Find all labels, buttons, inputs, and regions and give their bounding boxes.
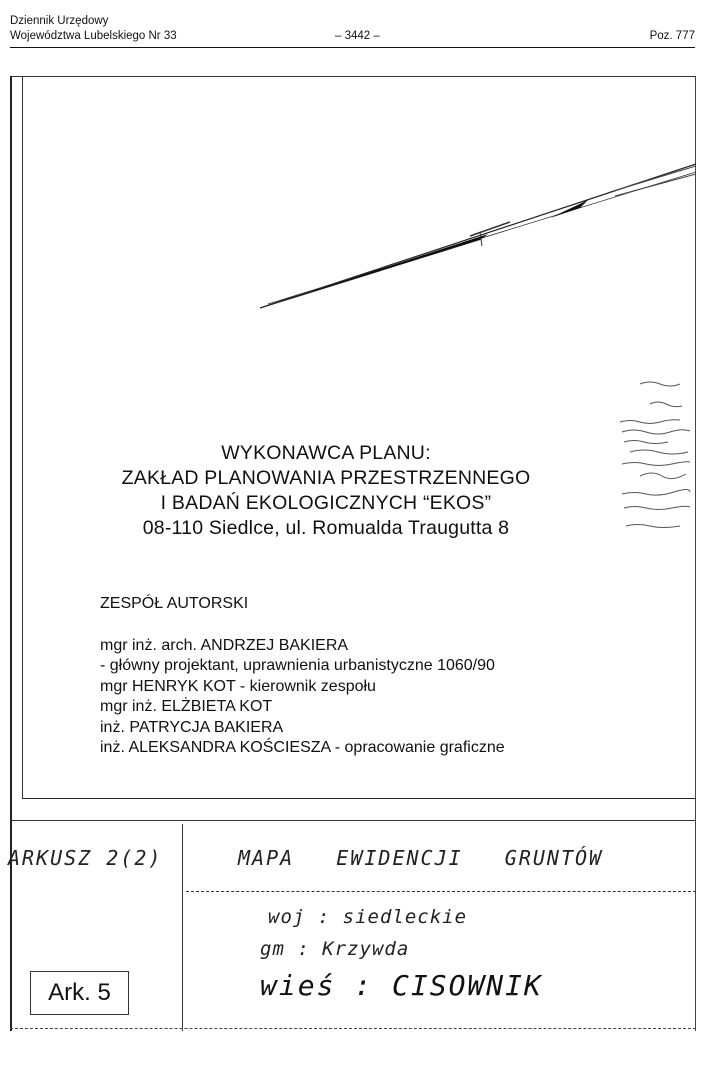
page-header — [10, 14, 695, 48]
journal-title-line1: Dziennik Urzędowy — [10, 15, 109, 27]
north-arrow-icon — [10, 76, 696, 376]
map-title: MAPA EWIDENCJI GRUNTÓW — [238, 846, 604, 870]
author-line: mgr inż. arch. ANDRZEJ BAKIERA — [100, 636, 349, 654]
sheet-number: ARKUSZ 2(2) — [8, 846, 163, 870]
sheet-label-box: Ark. 5 — [30, 971, 129, 1015]
commune-label: gm : Krzywda — [260, 938, 410, 960]
title-block-divider — [182, 824, 183, 1031]
inner-frame-bottom-border — [22, 798, 696, 799]
authors-heading: ZESPÓŁ AUTORSKI — [100, 595, 249, 612]
position-number: Poz. 777 — [649, 30, 695, 42]
journal-title — [10, 14, 177, 44]
author-line: inż. ALEKSANDRA KOŚCIESZA - opracowanie graficzne — [100, 739, 505, 756]
contractor-address: 08-110 Siedlce, ul. Romualda Traugutta 8 — [142, 517, 510, 539]
author-line: inż. PATRYCJA BAKIERA — [100, 718, 284, 736]
title-block-top-rule — [10, 820, 696, 821]
village-label: wieś : CISOWNIK — [260, 969, 543, 1002]
author-line: mgr HENRYK KOT - kierownik zespołu — [100, 677, 376, 695]
page-number: – 3442 – — [335, 30, 380, 42]
contractor-name-line1: ZAKŁAD PLANOWANIA PRZESTRZENNEGO — [121, 467, 531, 489]
journal-title-line2: Województwa Lubelskiego Nr 33 — [10, 30, 177, 42]
contractor-name-line2: I BADAŃ EKOLOGICZNYCH “EKOS” — [160, 492, 492, 514]
title-block-bottom-rule — [10, 1028, 696, 1029]
author-line: - główny projektant, uprawnienia urbanistyczne 1060/90 — [100, 657, 495, 674]
scanned-map-sheet — [10, 76, 696, 1031]
title-block-middle-rule — [186, 891, 696, 892]
contractor-block — [100, 441, 552, 541]
contractor-heading: WYKONAWCA PLANU: — [221, 442, 431, 464]
handwritten-annotation-scribble — [610, 376, 696, 551]
author-line: mgr inż. ELŻBIETA KOT — [100, 698, 273, 715]
header-rule — [10, 47, 695, 48]
authors-block — [100, 594, 505, 759]
voivodeship-label: woj : siedleckie — [268, 906, 468, 928]
